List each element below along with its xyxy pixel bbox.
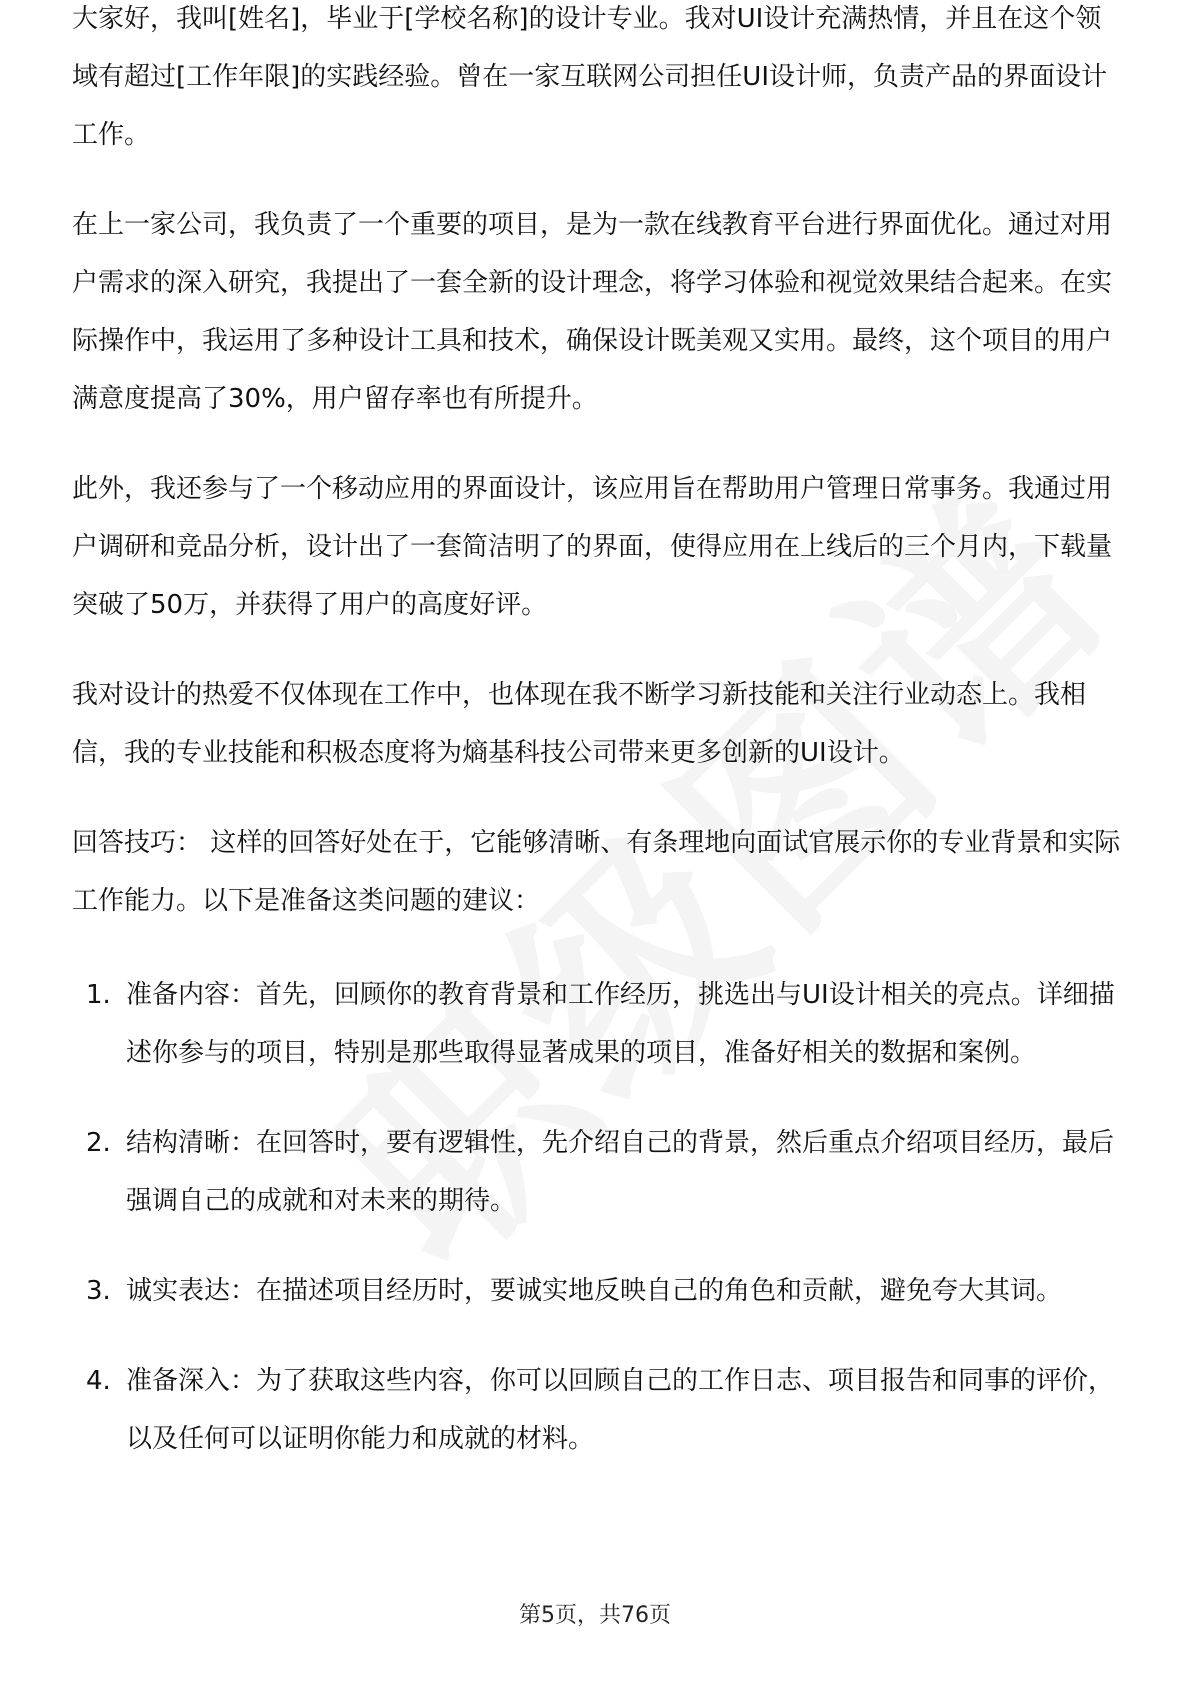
document-body bbox=[72, 4, 1122, 1500]
list-item-number: 4. bbox=[86, 1366, 111, 1396]
paragraph-passion: 我对设计的热爱不仅体现在工作中，也体现在我不断学习新技能和关注行业动态上。我相信，我的专业技能和积极态度将为熵基科技公司带来更多创新的UI设计。 bbox=[72, 680, 1087, 768]
list-item-text: 准备内容：首先，回顾你的教育背景和工作经历，挑选出与UI设计相关的亮点。详细描述你参与的项目，特别是那些取得显著成果的项目，准备好相关的数据和案例。 bbox=[126, 980, 1115, 1068]
paragraph-project-mobile: 此外，我还参与了一个移动应用的界面设计，该应用旨在帮助用户管理日常事务。我通过用户调研和竞品分析，设计出了一套简洁明了的界面，使得应用在上线后的三个月内，下载量突破了50万，并获得了用户的高度好评。 bbox=[72, 474, 1113, 620]
tips-list bbox=[72, 966, 1122, 1468]
list-item bbox=[72, 1352, 1122, 1468]
page-footer: 第5页，共76页 bbox=[519, 1603, 671, 1628]
list-item-number: 2. bbox=[86, 1128, 111, 1158]
paragraph-project-education: 在上一家公司，我负责了一个重要的项目，是为一款在线教育平台进行界面优化。通过对用户需求的深入研究，我提出了一套全新的设计理念，将学习体验和视觉效果结合起来。在实际操作中，我运用了多种设计工具和技术，确保设计既美观又实用。最终，这个项目的用户满意度提高了30%，用户留存率也有所提升。 bbox=[72, 210, 1113, 414]
list-item bbox=[72, 966, 1122, 1082]
list-item bbox=[72, 1114, 1122, 1230]
list-item-text: 结构清晰：在回答时，要有逻辑性，先介绍自己的背景，然后重点介绍项目经历，最后强调自己的成就和对未来的期待。 bbox=[126, 1128, 1115, 1216]
list-item-text: 诚实表达：在描述项目经历时，要诚实地反映自己的角色和贡献，避免夸大其词。 bbox=[126, 1276, 1063, 1306]
list-item-number: 3. bbox=[86, 1276, 111, 1306]
list-item bbox=[72, 1262, 1122, 1320]
paragraph-answer-tips: 回答技巧： 这样的回答好处在于，它能够清晰、有条理地向面试官展示你的专业背景和实际工作能力。以下是准备这类问题的建议： bbox=[72, 828, 1121, 916]
paragraph-intro: 大家好，我叫[姓名]，毕业于[学校名称]的设计专业。我对UI设计充满热情，并且在这个领域有超过[工作年限]的实践经验。曾在一家互联网公司担任UI设计师，负责产品的界面设计工作。 bbox=[72, 4, 1107, 150]
list-item-number: 1. bbox=[86, 980, 111, 1010]
list-item-text: 准备深入：为了获取这些内容，你可以回顾自己的工作日志、项目报告和同事的评价，以及任何可以证明你能力和成就的材料。 bbox=[126, 1366, 1115, 1454]
